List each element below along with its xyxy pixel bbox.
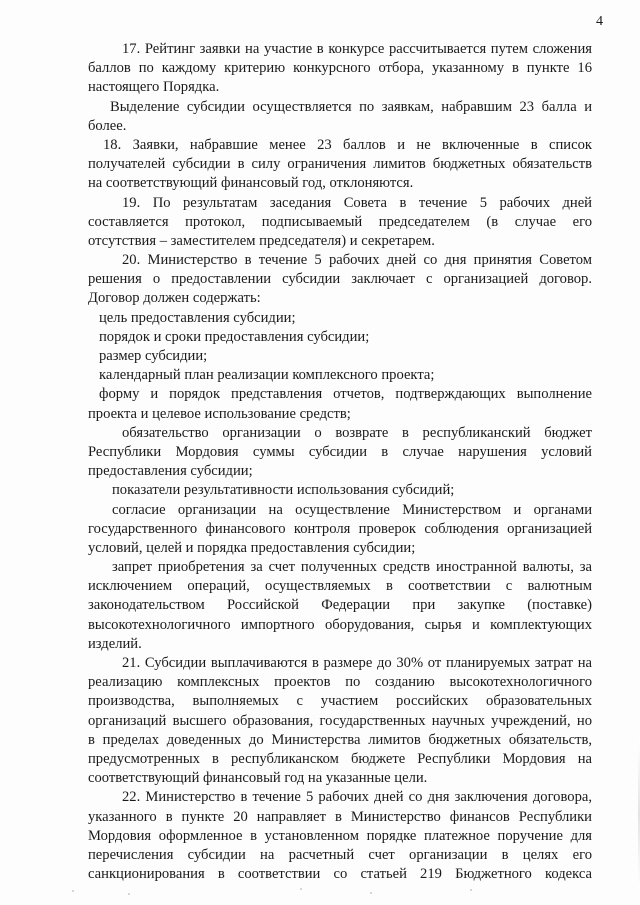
text-line: Договор должен содержать: bbox=[88, 290, 261, 307]
text-line: проекта и целевое использование средств; bbox=[88, 405, 351, 422]
text-line: согласие организации на осуществление Министерством и органами bbox=[112, 501, 592, 518]
text-line: 20. Министерство в течение 5 рабочих дней со дня принятия Советом bbox=[122, 252, 592, 269]
text-line: 22. Министерство в течение 5 рабочих дней со дня заключения договора, bbox=[122, 789, 592, 806]
scan-speck bbox=[72, 890, 74, 892]
text-line: решения о предоставлении субсидии заключает с организацией договор. bbox=[88, 271, 592, 288]
text-line: 19. По результатам заседания Совета в течение 5 рабочих дней bbox=[122, 194, 592, 211]
scan-speck bbox=[470, 889, 472, 891]
text-line: цель предоставления субсидии; bbox=[99, 309, 296, 326]
text-line: условий, целей и порядка предоставления субсидии; bbox=[88, 539, 416, 556]
text-line: отсутствия – заместителем председателя) и секретарем. bbox=[88, 232, 435, 249]
document-body bbox=[88, 40, 592, 884]
text-line: составляется протокол, подписываемый председателем (в случае его bbox=[88, 213, 592, 230]
text-line: на соответствующий финансовый год, отклоняются. bbox=[88, 175, 414, 192]
text-line: в пределах доведенных до Министерства лимитов бюджетных обязательств, bbox=[88, 731, 592, 748]
text-line: показатели результативности использования субсидий; bbox=[112, 482, 455, 499]
text-line: Мордовия оформленное в установленном порядке платежное поручение для bbox=[88, 827, 592, 844]
text-line: более. bbox=[88, 117, 127, 134]
page-number: 4 bbox=[596, 14, 603, 29]
text-line: 17. Рейтинг заявки на участие в конкурсе рассчитывается путем сложения bbox=[122, 41, 592, 57]
text-line: изделий. bbox=[88, 635, 142, 652]
text-line: Выделение субсидии осуществляется по заявкам, набравшим 23 балла и bbox=[110, 98, 592, 115]
scan-speck bbox=[300, 888, 302, 890]
text-line: 18. Заявки, набравшие менее 23 баллов и не включенные в список bbox=[103, 136, 592, 153]
scan-speck bbox=[128, 893, 130, 895]
text-line: получателей субсидии в силу ограничения лимитов бюджетных обязательств bbox=[88, 156, 592, 173]
text-line: размер субсидии; bbox=[99, 348, 208, 364]
text-line: календарный план реализации комплексного проекта; bbox=[99, 367, 435, 384]
text-line: настоящего Порядка. bbox=[88, 79, 220, 96]
text-line: порядок и сроки предоставления субсидии; bbox=[99, 328, 370, 345]
text-line: государственного финансового контроля проверок соблюдения организацией bbox=[88, 520, 592, 537]
text-line: форму и порядок представления отчетов, подтверждающих выполнение bbox=[99, 386, 592, 403]
text-line: высокотехнологичного импортного оборудования, сырья и комплектующих bbox=[88, 616, 592, 633]
text-line: соответствующий финансовый год на указанные цели. bbox=[88, 770, 428, 787]
text-line: Республики Мордовия суммы субсидии в случае нарушения условий bbox=[88, 443, 592, 460]
text-line: реализацию комплексных проектов по созданию высокотехнологичного bbox=[88, 674, 592, 691]
text-line: организаций высшего образования, государственных научных учреждений, но bbox=[88, 712, 592, 729]
text-line: законодательством Российской Федерации при закупке (поставке) bbox=[88, 597, 592, 614]
text-line: обязательство организации о возврате в республиканский бюджет bbox=[122, 424, 592, 441]
scan-speck bbox=[370, 892, 372, 894]
text-line: предусмотренных в республиканском бюджете Республики Мордовия на bbox=[88, 750, 592, 767]
text-line: санкционирования в соответствии со статьей 219 Бюджетного кодекса bbox=[88, 866, 592, 883]
text-line: баллов по каждому критерию конкурсного отбора, указанному в пункте 16 bbox=[88, 60, 592, 77]
text-line: предоставления субсидии; bbox=[88, 463, 253, 480]
text-line: 21. Субсидии выплачиваются в размере до 30% от планируемых затрат на bbox=[122, 655, 592, 671]
text-line: запрет приобретения за счет полученных средств иностранной валюты, за bbox=[112, 559, 592, 576]
text-line: указанного в пункте 20 направляет в Министерство финансов Республики bbox=[88, 808, 592, 825]
text-line: исключением операций, осуществляемых в соответствии с валютным bbox=[88, 578, 592, 595]
text-line: производства, выполняемых с участием российских образовательных bbox=[88, 693, 592, 710]
text-line: перечисления субсидии на расчетный счет организации в целях его bbox=[88, 846, 592, 863]
